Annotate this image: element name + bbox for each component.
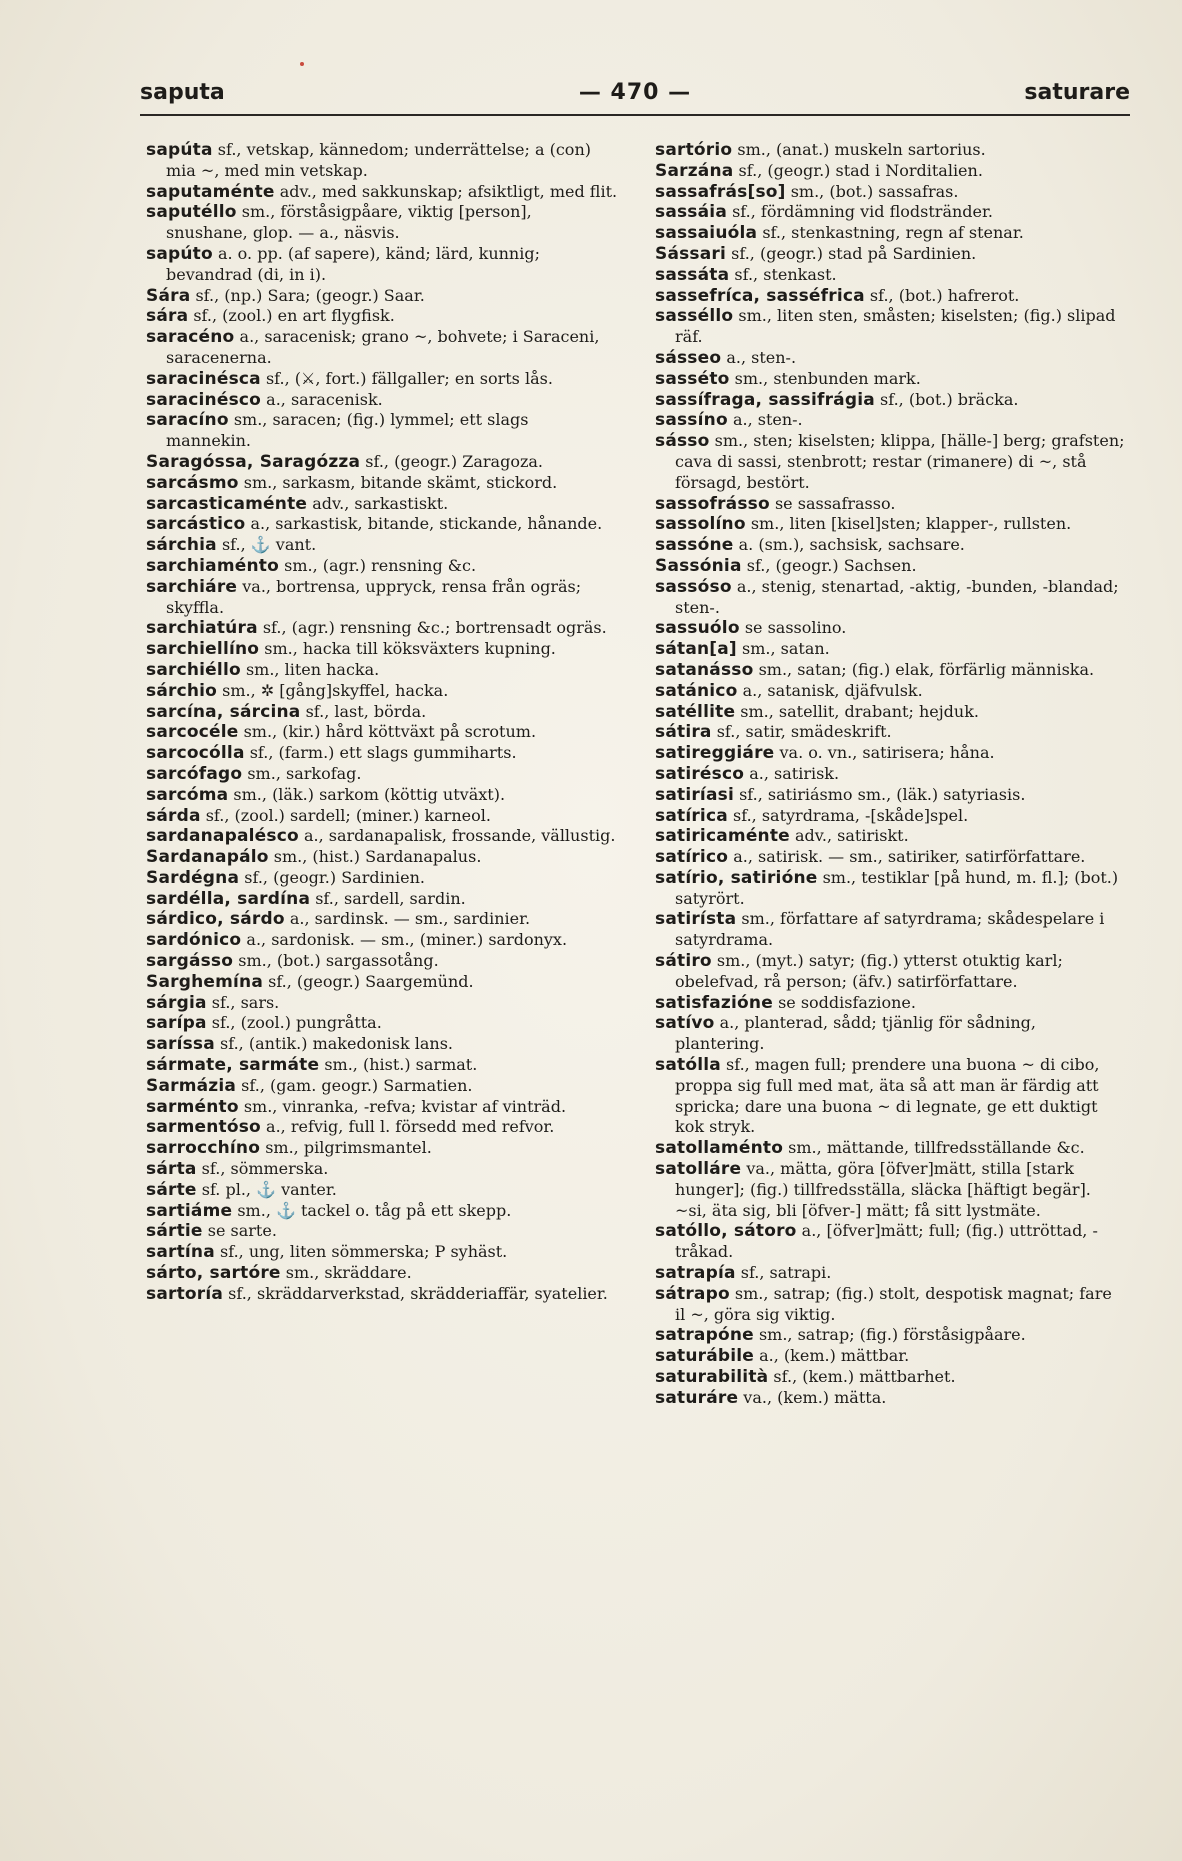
- entry-definition: sm., satrap; (fig.) stolt, despotisk magnat; fare il ~, göra sig viktig.: [675, 1283, 1112, 1324]
- entry-headword: saracéno: [146, 327, 235, 348]
- entry-definition: se sassafrasso.: [774, 493, 896, 513]
- entry-headword: Sardégna: [146, 867, 240, 888]
- entry-headword: sarménto: [146, 1096, 239, 1117]
- dictionary-entry: [655, 431, 1127, 493]
- entry-headword: sásso: [655, 431, 710, 452]
- entry-definition: sm., satellit, drabant; hejduk.: [740, 701, 980, 721]
- dictionary-entry: [146, 1242, 618, 1263]
- entry-definition: sf., ung, liten sömmerska; P syhäst.: [220, 1242, 508, 1262]
- entry-definition: sf., satir, smädeskrift.: [716, 722, 892, 742]
- dictionary-entry: [146, 410, 618, 452]
- entry-definition: sm., (bot.) sassafras.: [790, 181, 959, 201]
- entry-headword: saturábile: [655, 1346, 755, 1367]
- entry-headword: sásseo: [655, 347, 722, 368]
- entry-headword: satiríasi: [655, 784, 734, 805]
- dictionary-entry: [146, 1034, 618, 1055]
- ink-speck: [300, 62, 304, 66]
- entry-headword: sassofrásso: [655, 493, 770, 514]
- entry-definition: sm., (bot.) sargassotång.: [238, 951, 439, 971]
- entry-headword: sarcóma: [146, 784, 229, 805]
- dictionary-entry: [655, 1346, 1127, 1367]
- entry-definition: sf., (geogr.) Sardinien.: [244, 867, 425, 887]
- dictionary-entry: [146, 764, 618, 785]
- entry-headword: satrapía: [655, 1263, 736, 1284]
- entry-headword: sassáta: [655, 264, 730, 285]
- entry-definition: sf., (agr.) rensning &c.; bortrensadt ogräs.: [262, 618, 607, 638]
- entry-definition: sm., satrap; (fig.) förståsigpåare.: [758, 1325, 1026, 1345]
- dictionary-entry: [655, 868, 1127, 910]
- dictionary-entry: [146, 514, 618, 535]
- entry-headword: satirésco: [655, 763, 745, 784]
- entry-headword: sártie: [146, 1221, 203, 1242]
- entry-definition: sf., skräddarverkstad, skrädderiaffär, syatelier.: [228, 1283, 608, 1303]
- dictionary-entry: [146, 930, 618, 951]
- entry-definition: a., satirisk.: [749, 763, 840, 783]
- entry-headword: sarcasticaménte: [146, 493, 308, 514]
- dictionary-entry: [146, 369, 618, 390]
- dictionary-entry: [655, 244, 1127, 265]
- entry-definition: sf., satyrdrama, -[skåde]spel.: [733, 805, 969, 825]
- entry-headword: sardónico: [146, 930, 242, 951]
- entry-definition: sf., (geogr.) stad på Sardinien.: [731, 243, 977, 263]
- entry-headword: sartoría: [146, 1283, 224, 1304]
- entry-definition: a., sarkastisk, bitande, stickande, hånande.: [250, 514, 603, 534]
- dictionary-entry: [655, 182, 1127, 203]
- dictionary-entry: [146, 1180, 618, 1201]
- dictionary-entry: [655, 265, 1127, 286]
- entry-definition: sm., (agr.) rensning &c.: [284, 555, 477, 575]
- entry-definition: sm., vinranka, -refva; kvistar af vinträd.: [243, 1096, 567, 1116]
- entry-headword: saracíno: [146, 410, 229, 431]
- entry-headword: sartiáme: [146, 1200, 233, 1221]
- entry-definition: sm., sten; kiselsten; klippa, [hälle-] berg; grafsten; cava di sassi, stenbrott; restar (rimanere) di ~, stå försagd, bestört.: [675, 431, 1125, 492]
- entry-definition: sm., liten sten, småsten; kiselsten; (fig.) slipad räf.: [675, 306, 1116, 347]
- entry-headword: sátira: [655, 722, 712, 743]
- page-number: — 470 —: [578, 80, 692, 105]
- entry-headword: sarchiatúra: [146, 618, 258, 639]
- entry-headword: sardanapalésco: [146, 826, 299, 847]
- entry-headword: Sardanapálo: [146, 847, 269, 868]
- dictionary-entry: [655, 1221, 1127, 1263]
- dictionary-entry: [146, 1117, 618, 1138]
- entry-definition: sf., (gam. geogr.) Sarmatien.: [241, 1075, 473, 1095]
- entry-headword: sarchiellíno: [146, 639, 260, 660]
- entry-headword: saturabilità: [655, 1367, 769, 1388]
- left-guideword: saputa: [140, 80, 225, 105]
- entry-definition: va., bortrensa, uppryck, rensa från ogräs; skyffla.: [166, 576, 582, 617]
- entry-headword: satireggiáre: [655, 743, 775, 764]
- dictionary-entry: [655, 494, 1127, 515]
- dictionary-entry: [655, 1325, 1127, 1346]
- entry-headword: sarmentóso: [146, 1117, 261, 1138]
- dictionary-entry: [655, 618, 1127, 639]
- entry-headword: saputaménte: [146, 181, 275, 202]
- entry-headword: sárchio: [146, 680, 218, 701]
- dictionary-entry: [146, 473, 618, 494]
- entry-definition: sf., (bot.) hafrerot.: [869, 285, 1020, 305]
- dictionary-entry: [146, 1284, 618, 1305]
- dictionary-entry: [146, 868, 618, 889]
- dictionary-entry: [655, 348, 1127, 369]
- entry-definition: sf., stenkastning, regn af stenar.: [762, 223, 1024, 243]
- entry-definition: sf., (geogr.) Sachsen.: [746, 555, 917, 575]
- dictionary-entry: [146, 972, 618, 993]
- dictionary-entry: [146, 1097, 618, 1118]
- dictionary-entry: [146, 1076, 618, 1097]
- dictionary-entry: [146, 556, 618, 577]
- dictionary-entry: [146, 140, 618, 182]
- entry-definition: sm., satan.: [742, 639, 830, 659]
- entry-headword: sárto, sartóre: [146, 1263, 281, 1284]
- entry-headword: sassaiuóla: [655, 223, 758, 244]
- dictionary-entry: [655, 743, 1127, 764]
- entry-definition: sf., (zool.) pungråtta.: [211, 1013, 382, 1033]
- entry-definition: va., (kem.) mätta.: [743, 1387, 887, 1407]
- dictionary-entry: [146, 1138, 618, 1159]
- entry-definition: a., satirisk. — sm., satiriker, satirförfattare.: [733, 847, 1086, 867]
- entry-definition: sf., (zool.) sardell; (miner.) karneol.: [205, 805, 491, 825]
- entry-definition: a., sten-.: [732, 410, 803, 430]
- entry-definition: sf., fördämning vid flodstränder.: [732, 202, 993, 222]
- entry-definition: sf., satrapi.: [740, 1263, 832, 1283]
- entry-definition: sf., vetskap, kännedom; underrättelse; a (con) mia ~, med min vetskap.: [166, 140, 591, 180]
- entry-headword: satolláre: [655, 1159, 742, 1180]
- entry-headword: saríssa: [146, 1034, 215, 1055]
- entry-headword: sarcína, sárcina: [146, 701, 301, 722]
- entry-definition: a., sardanapalisk, frossande, vällustig.: [303, 826, 616, 846]
- dictionary-entry: [655, 847, 1127, 868]
- dictionary-entry: [655, 722, 1127, 743]
- entry-headword: sára: [146, 306, 189, 327]
- entry-headword: Sassónia: [655, 555, 742, 576]
- dictionary-entry: [146, 182, 618, 203]
- dictionary-entry: [146, 452, 618, 473]
- dictionary-entry: [146, 244, 618, 286]
- entry-definition: va. o. vn., satirisera; håna.: [779, 743, 995, 763]
- entry-headword: sarcófago: [146, 763, 243, 784]
- entry-headword: satirísta: [655, 909, 737, 930]
- dictionary-entry: [655, 369, 1127, 390]
- dictionary-entry: [655, 1159, 1127, 1221]
- dictionary-entry: [655, 577, 1127, 619]
- entry-definition: sm., testiklar [på hund, m. fl.]; (bot.) satyrört.: [675, 867, 1119, 908]
- dictionary-entry: [146, 702, 618, 723]
- entry-definition: sf., (antik.) makedonisk lans.: [220, 1034, 453, 1054]
- entry-headword: Saragóssa, Saragózza: [146, 451, 361, 472]
- dictionary-entry: [655, 1263, 1127, 1284]
- entry-definition: sm., sarkasm, bitande skämt, stickord.: [243, 472, 558, 492]
- entry-headword: sasséto: [655, 368, 730, 389]
- entry-headword: sassáia: [655, 202, 727, 223]
- dictionary-entry: [655, 556, 1127, 577]
- entry-definition: sf., (zool.) en art flygfisk.: [193, 306, 395, 326]
- dictionary-entry: [146, 993, 618, 1014]
- dictionary-entry: [146, 743, 618, 764]
- entry-definition: sf., sars.: [211, 992, 280, 1012]
- dictionary-entry: [146, 722, 618, 743]
- dictionary-entry: [655, 202, 1127, 223]
- entry-headword: sartína: [146, 1242, 215, 1263]
- entry-headword: sarchiaménto: [146, 555, 280, 576]
- entry-headword: satírico: [655, 847, 729, 868]
- entry-headword: sárchia: [146, 535, 217, 556]
- entry-headword: sarchiéllo: [146, 659, 241, 680]
- entry-definition: sm., mättande, tillfredsställande &c.: [788, 1138, 1085, 1158]
- entry-headword: sapúto: [146, 243, 213, 264]
- entry-headword: satánico: [655, 680, 738, 701]
- entry-headword: Sarzána: [655, 160, 734, 181]
- entry-headword: sarípa: [146, 1013, 207, 1034]
- entry-headword: sapúta: [146, 140, 213, 160]
- entry-definition: sm., (hist.) Sardanapalus.: [273, 847, 482, 867]
- entry-definition: se sarte.: [207, 1221, 277, 1241]
- entry-headword: satóllo, sátoro: [655, 1221, 797, 1242]
- entry-headword: sartório: [655, 140, 733, 160]
- left-column: [146, 140, 618, 1305]
- entry-definition: sf., sömmerska.: [201, 1159, 329, 1179]
- entry-headword: satisfazióne: [655, 992, 773, 1013]
- entry-headword: sátiro: [655, 951, 712, 972]
- entry-definition: sf., (bot.) bräcka.: [880, 389, 1019, 409]
- entry-definition: a., saracenisk.: [266, 389, 383, 409]
- entry-definition: adv., satiriskt.: [795, 826, 909, 846]
- entry-definition: sm., författare af satyrdrama; skådespelare i satyrdrama.: [675, 909, 1105, 950]
- entry-definition: sm., ⚓ tackel o. tåg på ett skepp.: [237, 1200, 512, 1220]
- entry-definition: sf., ⚓ vant.: [221, 535, 317, 555]
- entry-definition: sf. pl., ⚓ vanter.: [201, 1179, 337, 1199]
- entry-headword: sassolíno: [655, 514, 746, 535]
- dictionary-entry: [146, 577, 618, 619]
- entry-definition: sm., skräddare.: [285, 1263, 412, 1283]
- entry-definition: sf., sardell, sardin.: [315, 888, 466, 908]
- entry-headword: sassíno: [655, 410, 728, 431]
- dictionary-entry: [655, 390, 1127, 411]
- entry-headword: satiricaménte: [655, 826, 790, 847]
- entry-definition: a., planterad, sådd; tjänlig för sådning, plantering.: [675, 1013, 1036, 1054]
- right-guideword: saturare: [1024, 80, 1130, 105]
- entry-headword: sátrapo: [655, 1283, 730, 1304]
- dictionary-entry: [655, 1367, 1127, 1388]
- entry-headword: Sarghemína: [146, 971, 264, 992]
- entry-definition: a., (kem.) mättbar.: [759, 1346, 910, 1366]
- entry-definition: sf., last, börda.: [305, 701, 427, 721]
- entry-definition: sf., (np.) Sara; (geogr.) Saar.: [195, 285, 425, 305]
- entry-headword: sarcásmo: [146, 472, 239, 493]
- dictionary-entry: [146, 1263, 618, 1284]
- dictionary-entry: [655, 1013, 1127, 1055]
- dictionary-entry: [655, 909, 1127, 951]
- dictionary-entry: [655, 681, 1127, 702]
- dictionary-entry: [146, 785, 618, 806]
- entry-headword: saracinésca: [146, 368, 261, 389]
- entry-definition: sf., stenkast.: [734, 264, 837, 284]
- dictionary-entry: [146, 889, 618, 910]
- dictionary-entry: [655, 660, 1127, 681]
- dictionary-entry: [655, 410, 1127, 431]
- entry-headword: sarcástico: [146, 514, 246, 535]
- entry-headword: Sássari: [655, 243, 727, 264]
- entry-definition: sm., saracen; (fig.) lymmel; ett slags mannekin.: [166, 410, 529, 451]
- entry-headword: satívo: [655, 1013, 715, 1034]
- entry-headword: satéllite: [655, 701, 736, 722]
- dictionary-entry: [655, 826, 1127, 847]
- right-column: [655, 140, 1127, 1409]
- dictionary-entry: [655, 702, 1127, 723]
- dictionary-entry: [655, 785, 1127, 806]
- dictionary-entry: [655, 951, 1127, 993]
- dictionary-entry: [655, 993, 1127, 1014]
- dictionary-entry: [146, 1221, 618, 1242]
- entry-headword: sátan[a]: [655, 639, 737, 660]
- running-header: [140, 80, 1130, 114]
- entry-definition: a. o. pp. (af sapere), känd; lärd, kunnig; bevandrad (di, in i).: [166, 243, 540, 284]
- entry-headword: Sarmázia: [146, 1075, 237, 1096]
- entry-headword: sassuólo: [655, 618, 740, 639]
- entry-definition: sm., (myt.) satyr; (fig.) ytterst otuktig karl; obelefvad, rå person; (äfv.) satirförfattare.: [675, 951, 1063, 991]
- entry-definition: a., stenig, stenartad, -aktig, -bunden, -blandad; sten-.: [675, 576, 1119, 617]
- entry-headword: satólla: [655, 1055, 721, 1076]
- entry-definition: sm., liten hacka.: [245, 659, 380, 679]
- entry-definition: sm., liten [kisel]sten; klapper-, rullsten.: [750, 514, 1072, 534]
- entry-headword: sárda: [146, 805, 201, 826]
- entry-definition: sf., (geogr.) stad i Norditalien.: [738, 160, 983, 180]
- entry-definition: a., refvig, full l. försedd med refvor.: [266, 1117, 555, 1137]
- entry-definition: sf., satiriásmo sm., (läk.) satyriasis.: [739, 784, 1026, 804]
- entry-definition: sm., pilgrimsmantel.: [265, 1138, 432, 1158]
- entry-definition: sf., (kem.) mättbarhet.: [773, 1367, 956, 1387]
- dictionary-entry: [655, 1138, 1127, 1159]
- entry-headword: saturáre: [655, 1387, 739, 1408]
- dictionary-entry: [146, 1055, 618, 1076]
- entry-headword: sasséllo: [655, 306, 734, 327]
- entry-definition: se soddisfazione.: [778, 992, 916, 1012]
- entry-headword: satollaménto: [655, 1138, 784, 1159]
- dictionary-entry: [655, 1055, 1127, 1138]
- entry-definition: a., sardinsk. — sm., sardinier.: [289, 909, 531, 929]
- entry-definition: sm., ✲ [gång]skyffel, hacka.: [222, 680, 449, 700]
- entry-definition: sf., magen full; prendere una buona ~ di cibo, proppa sig full med mat, äta så att man är färdig att spricka; dare una buona ~ di legnate, ge ett duktigt kok stryk.: [675, 1055, 1100, 1137]
- dictionary-entry: [146, 494, 618, 515]
- entry-definition: a., [öfver]mätt; full; (fig.) uttröttad, -tråkad.: [675, 1221, 1098, 1262]
- dictionary-entry: [146, 1013, 618, 1034]
- entry-definition: a. (sm.), sachsisk, sachsare.: [738, 535, 965, 555]
- entry-definition: sm., (kir.) hård köttväxt på scrotum.: [243, 722, 537, 742]
- entry-headword: satírica: [655, 805, 728, 826]
- entry-headword: sármate, sarmáte: [146, 1055, 320, 1076]
- entry-headword: satanásso: [655, 659, 754, 680]
- entry-definition: sf., (farm.) ett slags gummiharts.: [249, 743, 517, 763]
- dictionary-entry: [146, 951, 618, 972]
- entry-definition: va., mätta, göra [öfver]mätt, stilla [stark hunger]; (fig.) tillfredsställa, släcka [häftigt begär]. ~si, äta sig, bli [öfver-] mätt; få sitt lystmäte.: [675, 1159, 1091, 1220]
- entry-headword: sarcocólla: [146, 743, 245, 764]
- dictionary-entry: [655, 514, 1127, 535]
- dictionary-entry: [146, 847, 618, 868]
- dictionary-entry: [146, 909, 618, 930]
- entry-headword: satírio, satirióne: [655, 867, 818, 888]
- entry-headword: sassefríca, sasséfrica: [655, 285, 865, 306]
- dictionary-entry: [146, 327, 618, 369]
- entry-definition: sm., hacka till köksväxters kupning.: [264, 639, 556, 659]
- entry-headword: sárte: [146, 1179, 197, 1200]
- dictionary-entry: [655, 806, 1127, 827]
- dictionary-entry: [146, 535, 618, 556]
- dictionary-entry: [655, 223, 1127, 244]
- entry-definition: sm., (hist.) sarmat.: [324, 1055, 478, 1075]
- header-rule: [140, 114, 1130, 116]
- entry-definition: a., sten-.: [726, 347, 797, 367]
- dictionary-entry: [146, 660, 618, 681]
- entry-headword: Sára: [146, 285, 191, 306]
- dictionary-entry: [146, 806, 618, 827]
- entry-headword: sassífraga, sassifrágia: [655, 389, 875, 410]
- dictionary-entry: [146, 390, 618, 411]
- dictionary-entry: [146, 826, 618, 847]
- dictionary-entry: [146, 639, 618, 660]
- entry-definition: sf., (geogr.) Zaragoza.: [365, 451, 544, 471]
- dictionary-entry: [655, 764, 1127, 785]
- entry-definition: sm., förståsigpåare, viktig [person], snushane, glop. — a., näsvis.: [166, 202, 532, 243]
- dictionary-entry: [655, 306, 1127, 348]
- entry-headword: sárdico, sárdo: [146, 909, 285, 930]
- entry-definition: sm., stenbunden mark.: [734, 368, 921, 388]
- entry-definition: adv., med sakkunskap; afsiktligt, med flit.: [279, 181, 618, 201]
- dictionary-entry: [146, 306, 618, 327]
- entry-definition: a., satanisk, djäfvulsk.: [742, 680, 923, 700]
- dictionary-entry: [655, 140, 1127, 161]
- entry-definition: sm., sarkofag.: [247, 763, 362, 783]
- dictionary-entry: [146, 1201, 618, 1222]
- entry-headword: saputéllo: [146, 202, 237, 223]
- entry-definition: se sassolino.: [744, 618, 847, 638]
- entry-headword: sárgia: [146, 992, 207, 1013]
- dictionary-entry: [146, 286, 618, 307]
- dictionary-entry: [655, 1388, 1127, 1409]
- entry-headword: sassóso: [655, 576, 732, 597]
- entry-headword: sargásso: [146, 951, 234, 972]
- dictionary-entry: [146, 618, 618, 639]
- entry-definition: sm., (läk.) sarkom (köttig utväxt).: [233, 784, 506, 804]
- entry-definition: sf., (geogr.) Saargemünd.: [268, 971, 474, 991]
- entry-headword: sassafrás[so]: [655, 181, 786, 202]
- entry-definition: sm., satan; (fig.) elak, förfärlig människa.: [758, 659, 1095, 679]
- entry-definition: sf., (⚔, fort.) fällgaller; en sorts lås.: [265, 368, 553, 388]
- entry-definition: adv., sarkastiskt.: [312, 493, 449, 513]
- dictionary-entry: [146, 1159, 618, 1180]
- entry-headword: saracinésco: [146, 389, 262, 410]
- entry-definition: a., sardonisk. — sm., (miner.) sardonyx.: [246, 930, 568, 950]
- entry-headword: sassóne: [655, 535, 734, 556]
- entry-headword: sarrocchíno: [146, 1138, 261, 1159]
- entry-definition: a., saracenisk; grano ~, bohvete; i Saraceni, saracenerna.: [166, 327, 600, 367]
- dictionary-entry: [655, 1284, 1127, 1326]
- entry-headword: sardélla, sardína: [146, 888, 311, 909]
- dictionary-entry: [655, 535, 1127, 556]
- entry-headword: sarcocéle: [146, 722, 239, 743]
- entry-headword: sárta: [146, 1159, 197, 1180]
- dictionary-entry: [146, 202, 618, 244]
- entry-headword: sarchiáre: [146, 576, 238, 597]
- dictionary-entry: [146, 681, 618, 702]
- dictionary-entry: [655, 161, 1127, 182]
- dictionary-entry: [655, 639, 1127, 660]
- entry-headword: satrapóne: [655, 1325, 754, 1346]
- dictionary-entry: [655, 286, 1127, 307]
- entry-definition: sm., (anat.) muskeln sartorius.: [737, 140, 986, 159]
